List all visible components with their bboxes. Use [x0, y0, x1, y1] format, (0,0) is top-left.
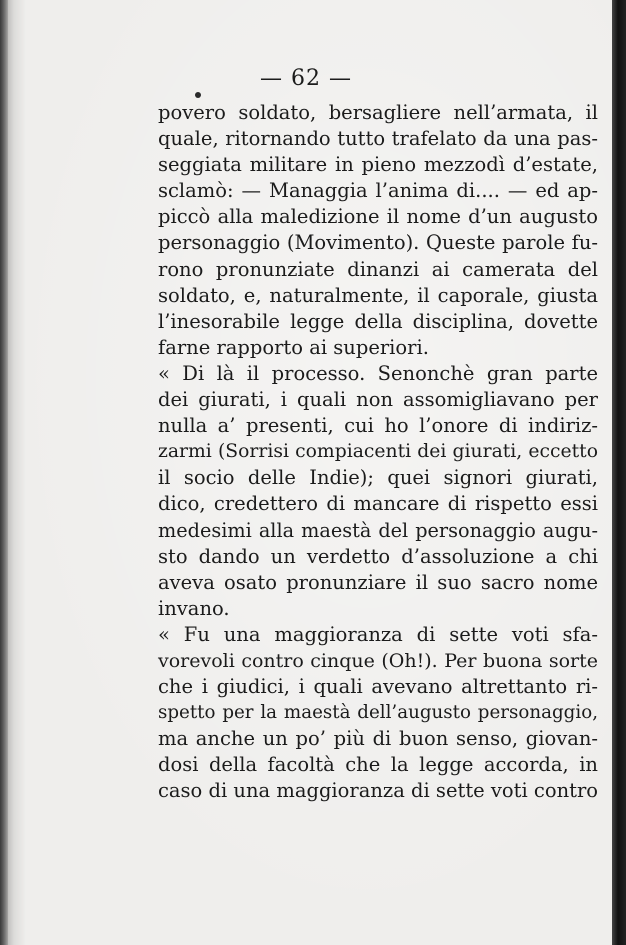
text-line: zarmi (Sorrisi compiacenti dei giurati, eccetto — [158, 441, 598, 463]
text-line: dico, credettero di mancare di rispetto essi — [158, 492, 598, 516]
text-line: nulla a’ presenti, cui ho l’onore di indiriz- — [158, 414, 598, 438]
page-gutter-shadow — [0, 0, 8, 945]
ink-speck — [195, 92, 201, 98]
text-line: seggiata militare in pieno mezzodì d’estate, — [158, 153, 598, 177]
text-line: medesimi alla maestà del personaggio augu- — [158, 518, 598, 542]
page-number: — 62 — — [260, 66, 352, 91]
text-line: farne rapporto ai superiori. — [158, 335, 429, 359]
text-line: piccò alla maledizione il nome d’un augusto — [158, 205, 598, 229]
text-line: caso di una maggioranza di sette voti contro — [158, 779, 599, 803]
text-line: soldato, e, naturalmente, il caporale, giusta — [158, 283, 598, 307]
text-line: « Fu una maggioranza di sette voti sfa- — [158, 622, 598, 646]
text-line: che i giudici, i quali avevano altrettanto ri- — [158, 675, 598, 699]
text-line: dei giurati, i quali non assomigliavano per — [158, 388, 598, 412]
text-line: personaggio (Movimento). Queste parole fu- — [158, 231, 598, 255]
text-line: sclamò: — Managgia l’anima di.... — ed ap- — [158, 179, 598, 203]
text-line: « Di là il processo. Senonchè gran parte — [158, 361, 598, 385]
body-text — [158, 100, 598, 805]
book-binding-edge — [612, 0, 626, 945]
text-line: invano. — [158, 596, 230, 620]
text-line: vorevoli contro cinque (Oh!). Per buona sorte — [158, 649, 598, 672]
text-line: il socio delle Indie); quei signori giurati, — [158, 466, 598, 490]
text-line: quale, ritornando tutto trafelato da una pas- — [158, 127, 598, 151]
text-line: l’inesorabile legge della disciplina, dovette — [158, 309, 598, 333]
text-line: aveva osato pronunziare il suo sacro nome — [158, 570, 598, 594]
text-line: sto dando un verdetto d’assoluzione a chi — [158, 544, 598, 568]
text-line: rono pronunziate dinanzi ai camerata del — [158, 257, 598, 281]
text-line: povero soldato, bersagliere nell’armata, il — [158, 101, 598, 124]
text-line: spetto per la maestà dell’augusto personaggio, — [158, 702, 598, 724]
text-line: ma anche un po’ più di buon senso, giovan- — [158, 727, 598, 751]
text-line: dosi della facoltà che la legge accorda, in — [158, 753, 598, 777]
